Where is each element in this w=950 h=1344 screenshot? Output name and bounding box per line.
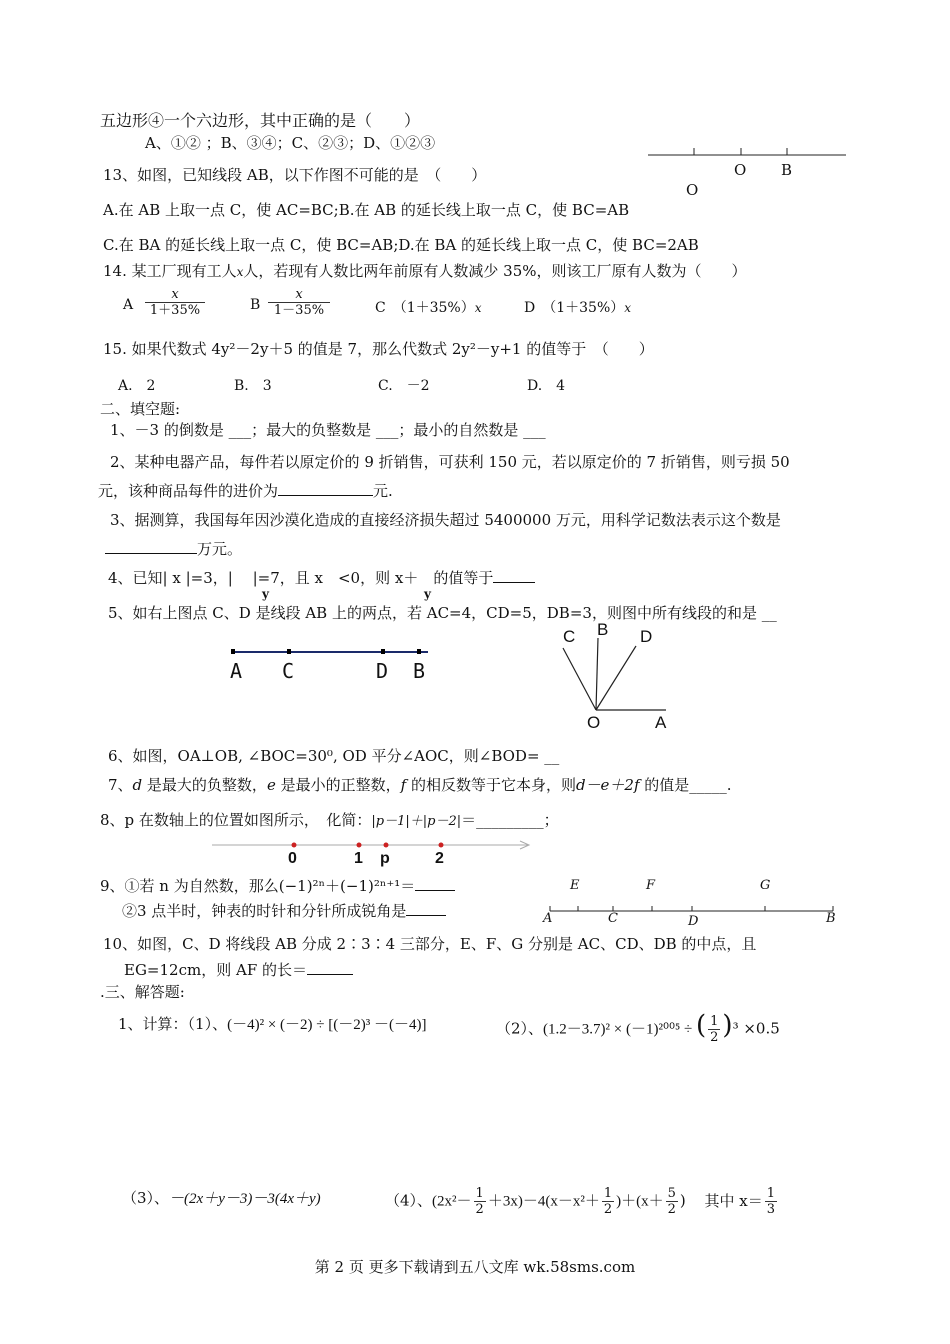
calc4-c: )＋(x＋	[616, 1193, 664, 1210]
calc3-expr: －(2x＋y－3)－3(4x＋y)	[169, 1191, 321, 1207]
fill-q7-d-text: 的相反数等于它本身，则	[406, 776, 576, 794]
calc4-where: 其中 x＝	[704, 1191, 763, 1210]
angle-label-o: O	[587, 713, 601, 732]
q10-label-c: C	[608, 911, 618, 926]
calc-row2	[122, 1188, 321, 1209]
calc2-frac-num: 1	[710, 1014, 719, 1029]
calc-row2-b	[385, 1186, 779, 1217]
angle-label-a: A	[655, 713, 667, 732]
q5-label-b: B	[413, 659, 426, 683]
q14-opt-b-label: B	[250, 297, 261, 313]
q14-stem-b: 人，若现有人数比两年前原有人数减少 35%，则该工厂原有人数为（ ）	[243, 262, 747, 280]
q14-opt-d-x: x	[624, 301, 632, 315]
fill-q7-e: e	[266, 776, 276, 794]
calc2-label: （2）、	[496, 1019, 544, 1038]
fill-q3-line2-text: 万元。	[197, 540, 243, 558]
q15-opt-a: A. 2	[118, 378, 156, 394]
calc4-frac-den: 2	[603, 1202, 613, 1217]
fill-q4-mark: y	[424, 587, 431, 601]
q13-fig-label: O	[686, 181, 699, 199]
q14-opt-b-num: x	[268, 287, 330, 303]
q8-axis-label: 0	[288, 850, 297, 867]
fill-q2-line2b: 元.	[373, 482, 393, 500]
q14-opt-a-den: 1＋35%	[149, 303, 201, 318]
fill-q9-text2: ②3 点半时，钟表的时针和分针所成锐角是	[122, 902, 407, 920]
q5-label-c: C	[282, 659, 295, 683]
fill-q7-expr: d－e＋2f	[575, 776, 640, 794]
angle-label-b: B	[597, 620, 609, 639]
fill-q8-expr: |p－1|＋|p－2|	[371, 814, 462, 829]
fill-q3-line1: 3、据测算，我国每年因沙漠化造成的直接经济损失超过 5400000 万元，用科学记数法表示这个数是	[110, 511, 781, 529]
q14-opt-a-label: A	[123, 297, 134, 313]
fill-q7-f: f	[400, 776, 407, 794]
q10-label-d: D	[688, 914, 699, 929]
fill-q10-text2: EG=12cm，则 AF 的长＝	[124, 961, 307, 979]
q10-label-a: A	[543, 911, 553, 926]
calc4-d: )	[679, 1191, 686, 1210]
q8-axis-label: p	[380, 850, 390, 867]
q10-label-b: B	[826, 911, 836, 926]
calc1-expr: (－4)² × (－2) ÷ [(－2)³ －(－4)]	[227, 1017, 427, 1033]
calc4-frac-num: 1	[603, 1186, 613, 1201]
q10-label-e: E	[570, 878, 580, 893]
calc4-frac-den: 2	[667, 1202, 676, 1217]
q5-label-a: A	[230, 659, 243, 683]
fill-q7-e-text: 的值是_____.	[639, 776, 732, 794]
q14-opt-c-text: C （1＋35%）	[375, 300, 475, 316]
calc3-label: （3）、	[122, 1189, 170, 1207]
part3-heading: .三、解答题:	[100, 983, 185, 1001]
fill-q10-blank[interactable]	[307, 960, 353, 975]
calc4-frac-num: 1	[766, 1186, 776, 1201]
fill-q8-b: ＝_________；	[461, 811, 559, 829]
q14-opt-a-num: x	[145, 287, 205, 303]
angle-label-c: C	[563, 627, 576, 646]
calc2-expr: (1.2－3.7)² × (－1)²⁰⁰⁵ ÷	[543, 1021, 696, 1038]
calc-row1-b: （2）、(1.2－3.7)² × (－1)²⁰⁰⁵ ÷ ( $\frac{1}{2}$ )³ ×0.5	[496, 1010, 780, 1045]
q13-stem: 13、如图，已知线段 AB，以下作图不可能的是 （ ）	[103, 166, 487, 184]
calc4-a: (2x²－	[432, 1193, 472, 1210]
calc-row1	[118, 1014, 426, 1035]
q13-line1: A.在 AB 上取一点 C，使 AC=BC;B.在 AB 的延长线上取一点 C，使 BC=AB	[103, 201, 630, 219]
q15-opt-b: B. 3	[234, 378, 272, 394]
fill-q8-a: 8、p 在数轴上的位置如图所示， 化简：	[100, 811, 372, 829]
fill-q2-line2a: 元，该种商品每件的进价为	[98, 482, 279, 500]
fill-q1: 1、－3 的倒数是 ___；最大的负整数是 ___；最小的自然数是 ___	[110, 421, 546, 439]
fill-q6: 6、如图，OA⊥OB, ∠BOC=30⁰, OD 平分∠AOC，则∠BOD= __	[108, 747, 560, 765]
calc4-frac-den: 2	[475, 1202, 484, 1217]
calc-label: 1、计算：（1）、	[118, 1015, 228, 1033]
q14-x: x	[236, 265, 244, 279]
q10-label-f: F	[646, 878, 656, 893]
q14-opt-d-text: D （1＋35%）	[524, 300, 625, 316]
fill-q10-line2	[124, 960, 353, 980]
q15-stem: 15. 如果代数式 4y²－2y＋5 的值是 7，那么代数式 2y²－y+1 的值等于 （ ）	[103, 340, 654, 358]
q12-tail: 五边形④一个六边形，其中正确的是（ ）	[100, 111, 421, 130]
q15-opt-c: C. －2	[378, 378, 430, 394]
q12-options: A、①② ；B、③④；C、②③；D、①②③	[145, 134, 436, 152]
calc4-frac-num: 5	[667, 1186, 676, 1201]
fill-q7-a: 7、	[108, 776, 133, 794]
calc4-b: ＋3x)－4(x－x²＋	[487, 1193, 600, 1210]
q8-axis-label: 2	[435, 850, 444, 867]
q13-fig-label: O	[734, 161, 747, 179]
q13-line2: C.在 BA 的延长线上取一点 C，使 BC=AB;D.在 BA 的延长线上取一点 C，使 BC=2AB	[103, 236, 699, 254]
angle-label-d: D	[640, 627, 653, 646]
q8-axis-label: 1	[354, 850, 363, 867]
fill-q7-d: d	[132, 776, 143, 794]
part2-heading: 二、填空题:	[100, 400, 181, 418]
fill-q7-c: 是最小的正整数，	[275, 776, 401, 794]
fill-q4-text: 4、已知| x |=3，| |=7，且 x <0，则 x＋ 的值等于	[108, 569, 494, 587]
fill-q9-text1: 9、①若 n 为自然数，那么(−1)²ⁿ＋(−1)²ⁿ⁺¹＝	[100, 877, 416, 895]
calc4-frac-den: 3	[766, 1202, 776, 1217]
calc4-frac-num: 1	[475, 1186, 484, 1201]
calc2-frac-den: 2	[710, 1030, 719, 1045]
q15-opt-d: D. 4	[527, 378, 566, 394]
page-footer: 第 2 页 更多下载请到五八文库 wk.58sms.com	[314, 1258, 636, 1276]
fill-q4-mark: y	[262, 587, 269, 601]
fill-q5: 5、如右上图点 C、D 是线段 AB 上的两点，若 AC=4，CD=5，DB=3，则图中所有线段的和是 __	[108, 604, 777, 622]
q10-label-g: G	[760, 878, 771, 893]
calc4-label: （4）、	[385, 1191, 433, 1210]
q13-fig-label: B	[781, 161, 793, 179]
fill-q10-line1: 10、如图，C、D 将线段 AB 分成 2∶3∶4 三部分，E、F、G 分别是 AC、CD、DB 的中点，且	[103, 935, 757, 953]
calc2-tail: ³ ×0.5	[732, 1019, 780, 1038]
q5-label-d: D	[376, 659, 389, 683]
q14-opt-b-den: 1－35%	[273, 303, 325, 318]
q14-stem-a: 14. 某工厂现有工人	[103, 262, 237, 280]
q14-opt-c-x: x	[474, 301, 482, 315]
fill-q2-line1: 2、某种电器产品，每件若以原定价的 9 折销售，可获利 150 元，若以原定价的 7 折销售，则亏损 50	[110, 453, 790, 471]
fill-q7-b: 是最大的负整数，	[142, 776, 267, 794]
